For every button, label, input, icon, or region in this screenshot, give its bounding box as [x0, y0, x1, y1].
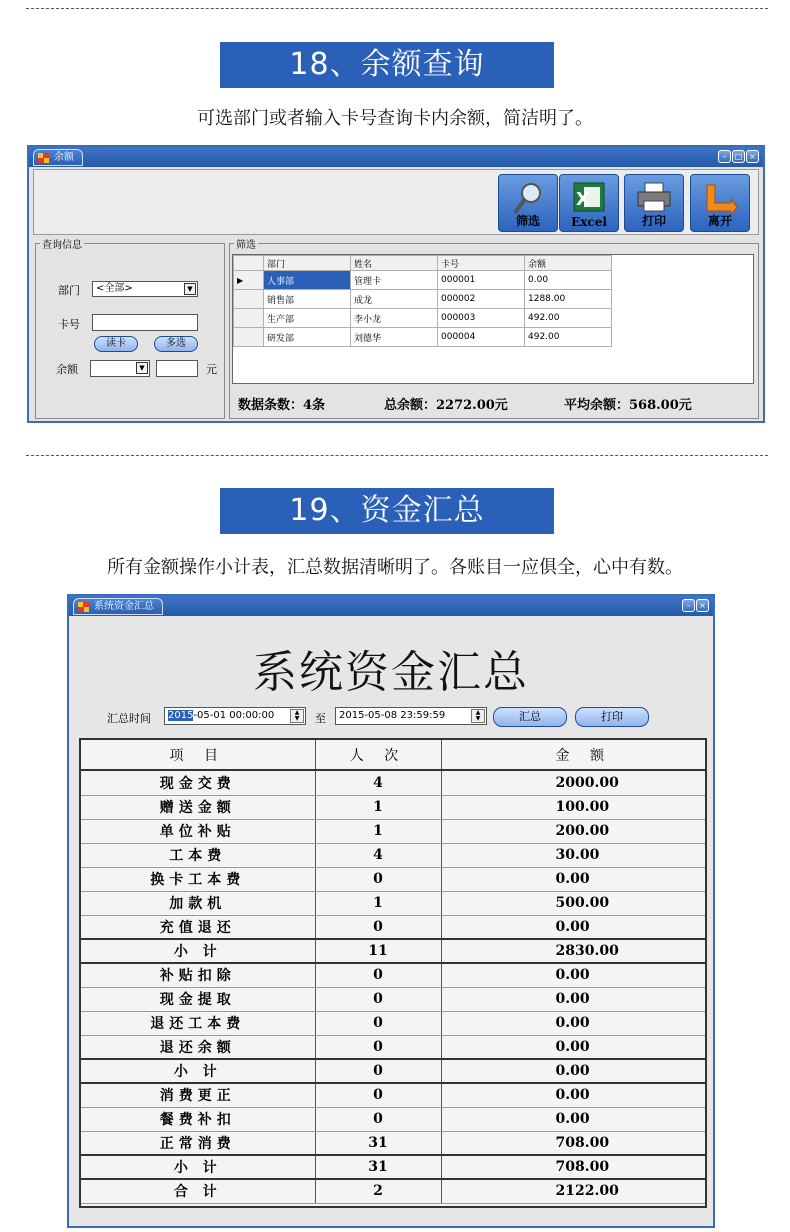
end-time-value: 2015-05-08 23:59:59 — [339, 710, 446, 721]
table-row — [81, 1059, 705, 1083]
row-count: 0 — [315, 1107, 441, 1131]
row-amount: 0.00 — [441, 1083, 705, 1107]
summary-rows — [81, 771, 705, 1204]
table-header-row — [234, 256, 612, 271]
svg-text:X: X — [576, 189, 590, 210]
row-item: 正常消费 — [81, 1131, 315, 1155]
to-label: 至 — [315, 712, 326, 725]
query-info-group — [35, 240, 225, 419]
table-row — [81, 867, 705, 891]
window-title-tab — [73, 598, 163, 615]
table-row[interactable] — [234, 290, 612, 309]
table-cell: 研发部 — [264, 328, 351, 347]
row-item: 加款机 — [81, 891, 315, 915]
section-18-heading: 18、余额查询 — [220, 42, 554, 88]
excel-icon — [570, 181, 608, 215]
filter-button[interactable] — [498, 174, 558, 232]
unit-label: 元 — [206, 363, 217, 376]
row-count: 0 — [315, 867, 441, 891]
table-cell: 492.00 — [525, 328, 612, 347]
spinner-icon[interactable]: ▲ ▼ — [290, 709, 304, 723]
row-amount: 0.00 — [441, 987, 705, 1011]
row-item: 退还余额 — [81, 1035, 315, 1059]
window-title-tab — [33, 149, 83, 166]
table-header-row — [81, 740, 705, 770]
magnifier-icon — [509, 181, 547, 215]
row-amount: 0.00 — [441, 915, 705, 939]
maximize-icon[interactable]: □ — [732, 150, 745, 163]
row-item: 小 计 — [81, 939, 315, 963]
fund-summary-window — [67, 594, 715, 1228]
column-header[interactable]: 卡号 — [438, 256, 525, 271]
table-cell: 成龙 — [351, 290, 438, 309]
row-item: 合 计 — [81, 1179, 315, 1203]
filter-group — [229, 240, 759, 419]
middle-divider — [26, 455, 768, 456]
table-row — [81, 1131, 705, 1155]
row-amount: 0.00 — [441, 867, 705, 891]
table-cell: 生产部 — [264, 309, 351, 328]
record-count: 数据条数：4条 — [238, 398, 326, 413]
start-year-highlight: 2015 — [168, 710, 194, 721]
table-row — [81, 939, 705, 963]
summary-time-label: 汇总时间 — [107, 712, 151, 725]
section-18-caption: 可选部门或者输入卡号查询卡内余额，简洁明了。 — [197, 108, 593, 129]
table-cell: 492.00 — [525, 309, 612, 328]
table-cell: 0.00 — [525, 271, 612, 290]
table-row — [81, 891, 705, 915]
header-item: 项 目 — [81, 740, 315, 770]
row-count: 1 — [315, 891, 441, 915]
row-amount: 2122.00 — [441, 1179, 705, 1203]
row-item: 现金交费 — [81, 771, 315, 795]
row-count: 0 — [315, 987, 441, 1011]
column-header[interactable]: 余额 — [525, 256, 612, 271]
row-count: 31 — [315, 1155, 441, 1179]
row-item: 换卡工本费 — [81, 867, 315, 891]
table-row — [81, 819, 705, 843]
row-item: 充值退还 — [81, 915, 315, 939]
row-count: 0 — [315, 1059, 441, 1083]
filter-legend: 筛选 — [234, 236, 258, 251]
filter-label: 筛选 — [515, 214, 540, 228]
row-count: 0 — [315, 915, 441, 939]
row-item: 小 计 — [81, 1155, 315, 1179]
table-row — [81, 771, 705, 795]
row-selector — [234, 328, 264, 347]
printer-icon — [635, 181, 673, 215]
query-info-legend: 查询信息 — [40, 236, 84, 251]
row-count: 31 — [315, 1131, 441, 1155]
row-item: 赠送金额 — [81, 795, 315, 819]
print-button[interactable] — [624, 174, 684, 232]
title-bar — [69, 596, 713, 616]
minimize-icon[interactable]: – — [682, 599, 695, 612]
balance-table — [233, 255, 612, 347]
table-row — [81, 987, 705, 1011]
app-logo-icon — [38, 153, 50, 163]
row-amount: 500.00 — [441, 891, 705, 915]
dept-select[interactable] — [92, 281, 198, 297]
title-bar — [29, 147, 763, 167]
table-cell: 000001 — [438, 271, 525, 290]
header-amount: 金 额 — [441, 740, 705, 770]
balance-grid — [232, 254, 754, 384]
toolbar — [33, 169, 759, 235]
window-title: 系统资金汇总 — [94, 601, 154, 612]
row-count: 0 — [315, 963, 441, 987]
row-count: 0 — [315, 1083, 441, 1107]
start-time-rest: -05-01 00:00:00 — [193, 710, 275, 721]
dept-select-value: <全部> — [96, 283, 133, 294]
chevron-down-icon[interactable]: ▼ — [184, 283, 196, 295]
row-item: 餐费补扣 — [81, 1107, 315, 1131]
table-cell: 000003 — [438, 309, 525, 328]
table-row — [81, 1155, 705, 1179]
table-row — [81, 915, 705, 939]
table-cell: 000002 — [438, 290, 525, 309]
table-row — [81, 1035, 705, 1059]
close-icon[interactable]: × — [696, 599, 709, 612]
end-time-picker[interactable] — [335, 707, 487, 725]
row-amount: 100.00 — [441, 795, 705, 819]
row-item: 现金提取 — [81, 987, 315, 1011]
table-row[interactable] — [234, 309, 612, 328]
header-count: 人 次 — [315, 740, 441, 770]
table-row — [81, 795, 705, 819]
section-19-heading: 19、资金汇总 — [220, 488, 554, 534]
balance-operator-select[interactable] — [90, 360, 150, 377]
window-title: 余额 — [54, 152, 74, 163]
minimize-icon[interactable]: – — [718, 150, 731, 163]
exit-icon — [701, 181, 739, 215]
total-balance: 总余额：2272.00元 — [384, 398, 508, 413]
row-count: 1 — [315, 819, 441, 843]
table-row — [81, 1083, 705, 1107]
row-selector — [234, 309, 264, 328]
row-count: 11 — [315, 939, 441, 963]
excel-label: Excel — [571, 215, 607, 229]
row-amount: 2000.00 — [441, 771, 705, 795]
row-count: 1 — [315, 795, 441, 819]
row-count: 4 — [315, 771, 441, 795]
multi-select-button[interactable]: 多选 — [154, 336, 198, 352]
table-row[interactable] — [234, 328, 612, 347]
row-amount: 30.00 — [441, 843, 705, 867]
summarize-button[interactable]: 汇总 — [493, 707, 567, 727]
table-row[interactable] — [234, 271, 612, 290]
chevron-down-icon[interactable]: ▼ — [136, 362, 148, 374]
row-count: 0 — [315, 1035, 441, 1059]
table-cell: 管理卡 — [351, 271, 438, 290]
table-row — [81, 1011, 705, 1035]
row-selector-header — [234, 256, 264, 271]
row-item: 单位补贴 — [81, 819, 315, 843]
top-divider — [26, 8, 768, 9]
read-card-button[interactable]: 读卡 — [94, 336, 138, 352]
row-item: 工本费 — [81, 843, 315, 867]
row-amount: 0.00 — [441, 1011, 705, 1035]
table-cell: 1288.00 — [525, 290, 612, 309]
balance-label: 余额 — [56, 363, 78, 376]
table-row — [81, 843, 705, 867]
table-cell: 人事部 — [264, 271, 351, 290]
exit-label: 离开 — [707, 214, 732, 228]
print-button[interactable]: 打印 — [575, 707, 649, 727]
row-amount: 708.00 — [441, 1155, 705, 1179]
balance-query-window — [27, 145, 765, 423]
row-selector — [234, 290, 264, 309]
card-label: 卡号 — [58, 318, 80, 331]
row-amount: 0.00 — [441, 1035, 705, 1059]
row-item: 小 计 — [81, 1059, 315, 1083]
row-amount: 200.00 — [441, 819, 705, 843]
row-item: 退还工本费 — [81, 1011, 315, 1035]
table-cell: 000004 — [438, 328, 525, 347]
table-row — [81, 1107, 705, 1131]
dept-label: 部门 — [58, 284, 80, 297]
table-row — [81, 963, 705, 987]
fund-summary-table-frame — [79, 738, 707, 1208]
balance-input[interactable] — [156, 360, 198, 377]
spinner-icon[interactable]: ▲ ▼ — [471, 709, 485, 723]
average-balance: 平均余额：568.00元 — [564, 398, 692, 413]
section-19-caption: 所有金额操作小计表，汇总数据清晰明了。各账目一应俱全，心中有数。 — [107, 557, 683, 578]
table-cell: 李小龙 — [351, 309, 438, 328]
row-pointer-icon: ▶ — [234, 271, 264, 290]
close-icon[interactable]: × — [746, 150, 759, 163]
fund-summary-table — [81, 740, 705, 771]
row-item: 补贴扣除 — [81, 963, 315, 987]
row-amount: 0.00 — [441, 963, 705, 987]
report-title: 系统资金汇总 — [253, 647, 529, 698]
row-amount: 0.00 — [441, 1059, 705, 1083]
table-cell: 销售部 — [264, 290, 351, 309]
row-count: 2 — [315, 1179, 441, 1203]
row-amount: 0.00 — [441, 1107, 705, 1131]
table-cell: 刘德华 — [351, 328, 438, 347]
exit-button[interactable] — [690, 174, 750, 232]
excel-button[interactable] — [559, 174, 619, 232]
start-time-picker[interactable] — [164, 707, 306, 725]
app-logo-icon — [78, 602, 90, 612]
column-header[interactable]: 姓名 — [351, 256, 438, 271]
card-number-input[interactable] — [92, 314, 198, 331]
row-count: 0 — [315, 1011, 441, 1035]
print-label: 打印 — [641, 214, 666, 228]
row-item: 消费更正 — [81, 1083, 315, 1107]
table-row — [81, 1179, 705, 1203]
row-amount: 708.00 — [441, 1131, 705, 1155]
row-count: 4 — [315, 843, 441, 867]
column-header[interactable]: 部门 — [264, 256, 351, 271]
row-amount: 2830.00 — [441, 939, 705, 963]
